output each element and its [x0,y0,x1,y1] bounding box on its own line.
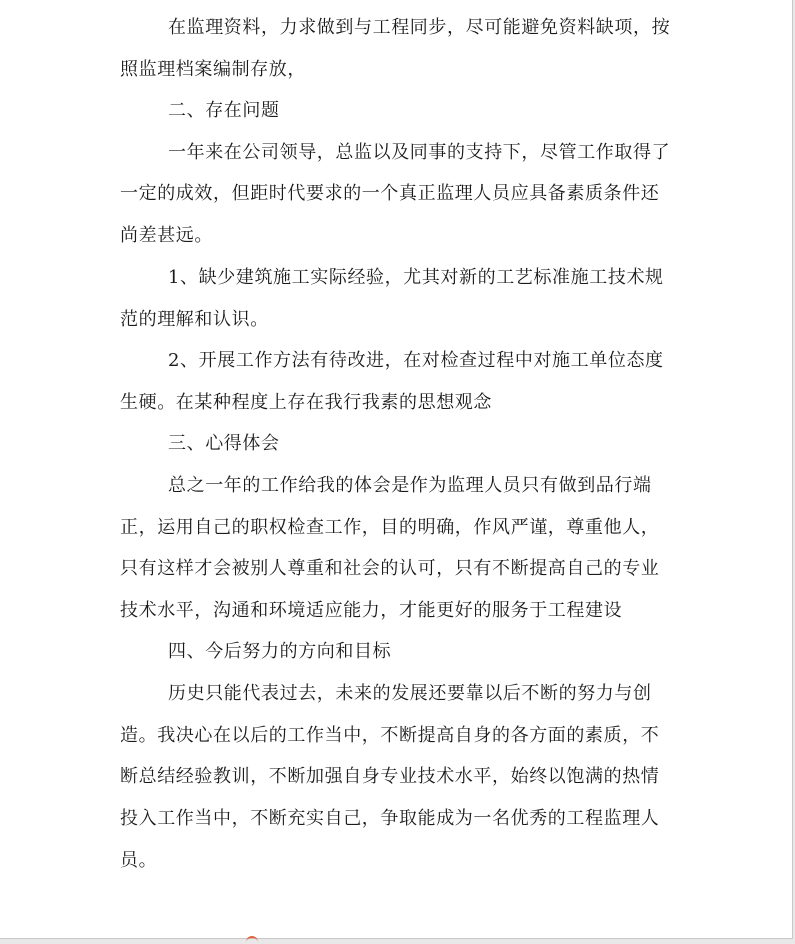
paragraph-line: 1、缺少建筑施工实际经验，尤其对新的工艺标准施工技术规 [168,267,664,288]
paragraph-line: 一定的成效，但距时代要求的一个真正监理人员应具备素质条件还 [120,183,660,204]
paragraph-line: 历史只能代表过去，未来的发展还要靠以后不断的努力与创 [168,683,652,704]
paragraph-line: 员。 [120,850,158,871]
paragraph-line: 范的理解和认识。 [120,309,269,330]
paragraph-line: 照监理档案编制存放， [120,59,306,80]
paragraph-line: 断总结经验教训，不断加强自身专业技术水平，始终以饱满的热情 [120,766,660,787]
paragraph-line: 生硬。在某种程度上存在我行我素的思想观念 [120,392,492,413]
section-heading-problems: 二、存在问题 [168,100,280,121]
paragraph-line: 造。我决心在以后的工作当中，不断提高自身的各方面的素质，不 [120,725,660,746]
section-heading-experience: 三、心得体会 [168,433,280,454]
paragraph-line: 尚差甚远。 [120,225,213,246]
section-heading-future: 四、今后努力的方向和目标 [168,641,392,662]
paragraph-line: 投入工作当中，不断充实自己，争取能成为一名优秀的工程监理人 [120,808,660,829]
paragraph-line: 只有这样才会被别人尊重和社会的认可，只有不断提高自己的专业 [120,558,660,579]
paragraph-line: 在监理资料，力求做到与工程同步，尽可能避免资料缺项，按 [168,17,671,38]
paragraph-line: 一年来在公司领导，总监以及同事的支持下，尽管工作取得了 [168,142,671,163]
decorative-mark [246,936,258,944]
paragraph-line: 总之一年的工作给我的体会是作为监理人员只有做到品行端 [168,475,652,496]
paragraph-line: 正，运用自己的职权检查工作，目的明确，作风严谨，尊重他人， [120,517,660,538]
paragraph-line: 2、开展工作方法有待改进，在对检查过程中对施工单位态度 [168,350,664,371]
paragraph-line: 技术水平，沟通和环境适应能力，才能更好的服务于工程建设 [120,600,623,621]
